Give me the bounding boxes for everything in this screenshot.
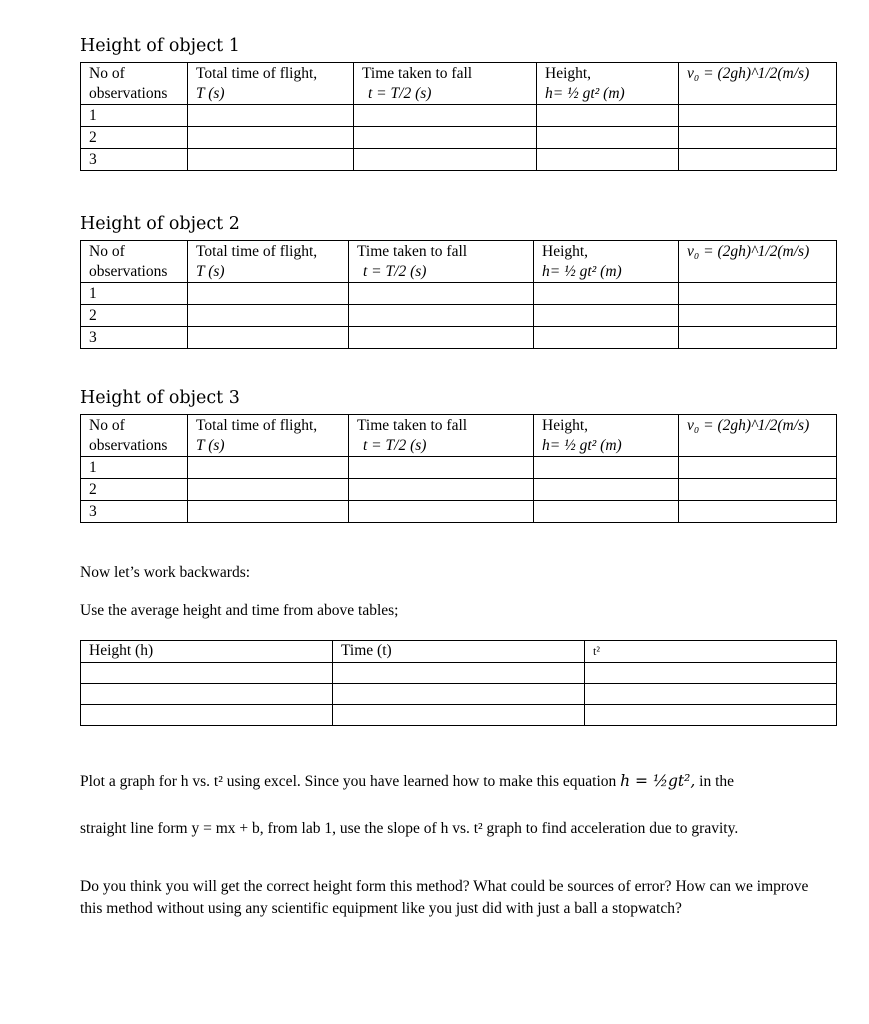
- plot-text-part2: in the: [699, 773, 735, 790]
- cell-empty[interactable]: [333, 684, 585, 705]
- table2-title: Height of object 2: [80, 214, 240, 234]
- table-header-row: [81, 63, 837, 105]
- cell-empty[interactable]: [81, 684, 333, 705]
- header-fall-time: Time taken to fall t = T/2 (s): [354, 63, 537, 105]
- cell-empty[interactable]: [534, 457, 679, 479]
- table-row: [81, 149, 837, 171]
- cell-empty[interactable]: [349, 501, 534, 523]
- table-row: [81, 705, 837, 726]
- table-row: [81, 684, 837, 705]
- plot-instruction: [80, 770, 840, 793]
- height-object-2-table: [80, 240, 837, 349]
- cell-empty[interactable]: [585, 663, 837, 684]
- cell-empty[interactable]: [537, 149, 679, 171]
- header-height: Height, h= ½ gt² (m): [534, 241, 679, 283]
- header-velocity: v₀ = (2gh)^1/2(m/s): [679, 415, 837, 457]
- cell-empty[interactable]: [585, 705, 837, 726]
- cell-empty[interactable]: [585, 684, 837, 705]
- use-average-instruction: Use the average height and time from above tables;: [80, 602, 399, 619]
- table3-title: Height of object 3: [80, 388, 240, 408]
- table-row: [81, 305, 837, 327]
- cell-empty[interactable]: [537, 127, 679, 149]
- header-height: Height, h= ½ gt² (m): [534, 415, 679, 457]
- cell-empty[interactable]: [188, 127, 354, 149]
- table-row: [81, 127, 837, 149]
- cell-empty[interactable]: [188, 305, 349, 327]
- cell-empty[interactable]: [188, 457, 349, 479]
- cell-empty[interactable]: [349, 327, 534, 349]
- cell-empty[interactable]: [679, 457, 837, 479]
- table-row: [81, 479, 837, 501]
- cell-empty[interactable]: [333, 663, 585, 684]
- header-total-time: Total time of flight, T (s): [188, 415, 349, 457]
- cell-empty[interactable]: [349, 479, 534, 501]
- cell-empty[interactable]: [534, 501, 679, 523]
- table-row: [81, 283, 837, 305]
- row-number: 3: [81, 501, 188, 523]
- row-number: 2: [81, 127, 188, 149]
- cell-empty[interactable]: [349, 305, 534, 327]
- header-fall-time: Time taken to fall t = T/2 (s): [349, 415, 534, 457]
- header-height: Height, h= ½ gt² (m): [537, 63, 679, 105]
- header-observations: No of observations: [81, 415, 188, 457]
- cell-empty[interactable]: [679, 105, 837, 127]
- header-total-time: Total time of flight, T (s): [188, 63, 354, 105]
- cell-empty[interactable]: [679, 149, 837, 171]
- header-total-time: Total time of flight, T (s): [188, 241, 349, 283]
- cell-empty[interactable]: [188, 283, 349, 305]
- cell-empty[interactable]: [354, 149, 537, 171]
- height-object-3-table: [80, 414, 837, 523]
- table-header-row: [81, 641, 837, 663]
- row-number: 1: [81, 105, 188, 127]
- plot-equation: h = ½gt²,: [620, 772, 696, 790]
- cell-empty[interactable]: [679, 327, 837, 349]
- straight-line-instruction: straight line form y = mx + b, from lab 1, use the slope of h vs. t² graph to find acceleration due to gravity.: [80, 820, 739, 837]
- row-number: 1: [81, 283, 188, 305]
- cell-empty[interactable]: [349, 283, 534, 305]
- table1-title: Height of object 1: [80, 36, 240, 56]
- height-object-1-table: [80, 62, 837, 171]
- table-row: [81, 501, 837, 523]
- cell-empty[interactable]: [333, 705, 585, 726]
- table-header-row: [81, 241, 837, 283]
- cell-empty[interactable]: [534, 283, 679, 305]
- row-number: 2: [81, 305, 188, 327]
- row-number: 3: [81, 327, 188, 349]
- table-row: [81, 663, 837, 684]
- cell-empty[interactable]: [188, 327, 349, 349]
- cell-empty[interactable]: [81, 705, 333, 726]
- cell-empty[interactable]: [188, 479, 349, 501]
- cell-empty[interactable]: [537, 105, 679, 127]
- table-row: [81, 105, 837, 127]
- header-velocity: v₀ = (2gh)^1/2(m/s): [679, 63, 837, 105]
- cell-empty[interactable]: [679, 283, 837, 305]
- cell-empty[interactable]: [349, 457, 534, 479]
- cell-empty[interactable]: [679, 127, 837, 149]
- header-observations: No of observations: [81, 241, 188, 283]
- header-time-t: Time (t): [333, 641, 585, 663]
- error-question: Do you think you will get the correct height form this method? What could be sources of error? How can we improve this method without using any scientific equipment like you just did with just a ball a stopwatch?: [80, 878, 809, 917]
- row-number: 1: [81, 457, 188, 479]
- cell-empty[interactable]: [534, 305, 679, 327]
- work-backwards-heading: Now let’s work backwards:: [80, 564, 251, 581]
- table-header-row: [81, 415, 837, 457]
- cell-empty[interactable]: [188, 501, 349, 523]
- header-fall-time: Time taken to fall t = T/2 (s): [349, 241, 534, 283]
- cell-empty[interactable]: [81, 663, 333, 684]
- cell-empty[interactable]: [679, 479, 837, 501]
- cell-empty[interactable]: [679, 305, 837, 327]
- plot-text-part1: Plot a graph for h vs. t² using excel. Since you have learned how to make this equation: [80, 773, 617, 790]
- header-observations: No of observations: [81, 63, 188, 105]
- height-time-table: [80, 640, 837, 726]
- cell-empty[interactable]: [188, 149, 354, 171]
- cell-empty[interactable]: [188, 105, 354, 127]
- cell-empty[interactable]: [354, 127, 537, 149]
- header-height-h: Height (h): [81, 641, 333, 663]
- header-t-squared: t²: [585, 641, 837, 663]
- cell-empty[interactable]: [354, 105, 537, 127]
- table-row: [81, 457, 837, 479]
- cell-empty[interactable]: [534, 327, 679, 349]
- row-number: 2: [81, 479, 188, 501]
- cell-empty[interactable]: [679, 501, 837, 523]
- table-row: [81, 327, 837, 349]
- header-velocity: v₀ = (2gh)^1/2(m/s): [679, 241, 837, 283]
- cell-empty[interactable]: [534, 479, 679, 501]
- row-number: 3: [81, 149, 188, 171]
